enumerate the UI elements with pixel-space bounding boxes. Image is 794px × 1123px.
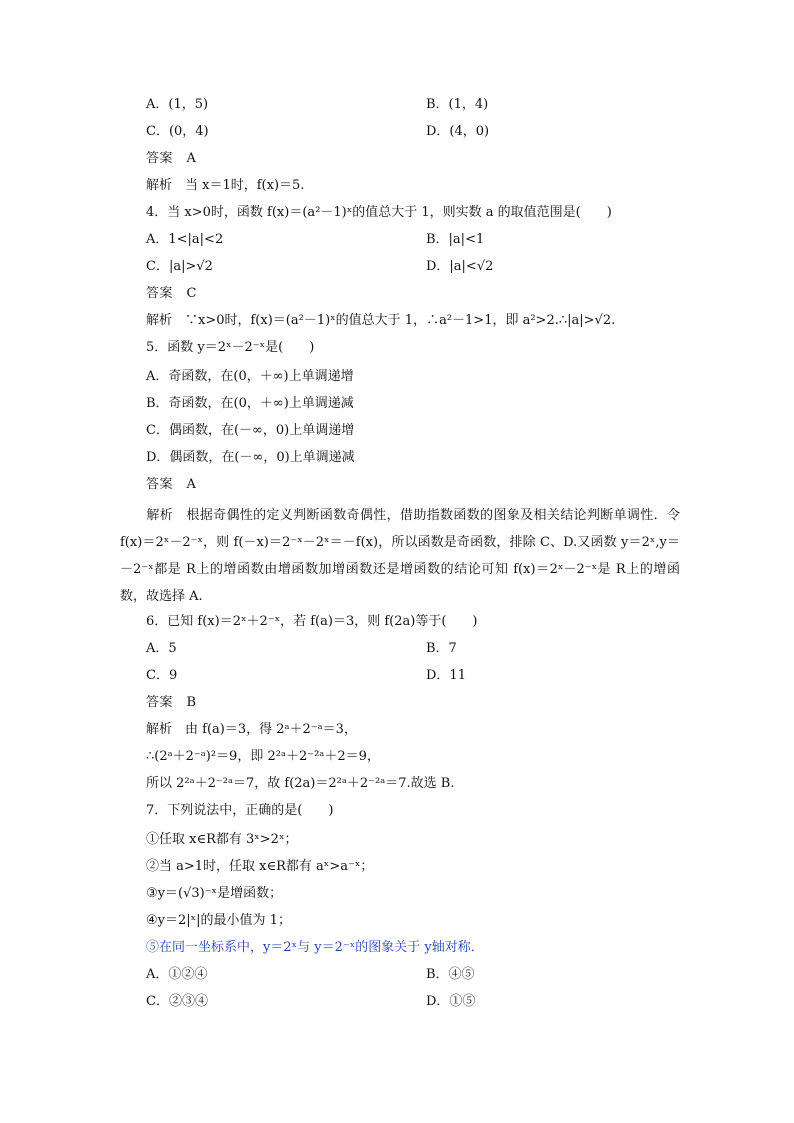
- q7-statement-5: ⑤在同一坐标系中，y＝2ˣ与 y＝2⁻ˣ的图象关于 y轴对称．: [146, 940, 484, 955]
- q3-analysis: 解析 当 x＝1时，f(x)＝5.: [146, 178, 305, 193]
- q5-question: 5．函数 y＝2ˣ－2⁻ˣ是( ): [146, 340, 315, 355]
- q7-statement-2: ②当 a>1时，任取 x∈R都有 aˣ>a⁻ˣ；: [146, 859, 374, 874]
- q7-question: 7．下列说法中，正确的是( ): [146, 803, 334, 818]
- q6-analysis-line-2: ∴(2ᵃ＋2⁻ᵃ)²＝9，即 2²ᵃ＋2⁻²ᵃ＋2＝9，: [146, 749, 380, 764]
- q3-answer: 答案 A: [146, 151, 197, 166]
- q5-analysis: [120, 502, 680, 610]
- q3-option-d: D．(4，0): [426, 124, 490, 139]
- q6-option-a: A．5: [146, 641, 177, 656]
- q3-option-b: B．(1，4): [426, 97, 489, 112]
- q6-analysis-line-1: 解析 由 f(a)＝3，得 2ᵃ＋2⁻ᵃ＝3，: [146, 722, 357, 737]
- q7-option-a: A．①②④: [146, 967, 208, 982]
- q5-analysis-text: 解析 根据奇偶性的定义判断函数奇偶性，借助指数函数的图象及相关结论判断单调性．令 f(x)＝2ˣ－2⁻ˣ，则 f(－x)＝2⁻ˣ－2ˣ＝－f(x)，所以函数是奇函数，排除 C、D.又函数 y＝2ˣ,y＝－2⁻ˣ都是 R上的增函数由增函数加增函数还是增函数的结论可知 f(x)＝2ˣ－2⁻ˣ是 R上的增函数，故选择 A.: [120, 508, 680, 604]
- q5-option-d: D．偶函数，在(－∞，0)上单调递减: [146, 450, 355, 465]
- q7-option-d: D．①⑤: [426, 994, 476, 1009]
- q6-answer: 答案 B: [146, 695, 197, 710]
- q6-analysis-line-3: 所以 2²ᵃ＋2⁻²ᵃ＝7，故 f(2a)＝2²ᵃ＋2⁻²ᵃ＝7.故选 B.: [146, 776, 455, 791]
- q4-option-b: B．|a|<1: [426, 232, 485, 247]
- q3-option-c: C．(0，4): [146, 124, 209, 139]
- q5-option-b: B．奇函数，在(0，＋∞)上单调递减: [146, 396, 354, 411]
- q6-option-d: D．11: [426, 668, 466, 683]
- q5-option-c: C．偶函数，在(－∞，0)上单调递增: [146, 423, 355, 438]
- q6-question: 6．已知 f(x)＝2ˣ＋2⁻ˣ，若 f(a)＝3，则 f(2a)等于( ): [146, 614, 478, 629]
- q7-option-b: B．④⑤: [426, 967, 475, 982]
- q7-statement-3: ③y＝(√3)⁻ˣ是增函数；: [146, 886, 283, 901]
- q5-answer: 答案 A: [146, 477, 197, 492]
- q6-option-b: B．7: [426, 641, 457, 656]
- q4-option-c: C．|a|>√2: [146, 259, 213, 274]
- q4-option-a: A．1<|a|<2: [146, 232, 224, 247]
- q7-option-c: C．②③④: [146, 994, 208, 1009]
- q7-statement-1: ①任取 x∈R都有 3ˣ>2ˣ；: [146, 832, 298, 847]
- q4-analysis: 解析 ∵x>0时，f(x)＝(a²－1)ˣ的值总大于 1，∴a²－1>1，即 a²>2.∴|a|>√2.: [146, 313, 616, 328]
- q6-option-c: C．9: [146, 668, 178, 683]
- q4-option-d: D．|a|<√2: [426, 259, 494, 274]
- q7-statement-4: ④y＝2|ˣ|的最小值为 1；: [146, 913, 291, 928]
- q5-option-a: A．奇函数，在(0，＋∞)上单调递增: [146, 369, 354, 384]
- q3-option-a: A．(1，5): [146, 97, 209, 112]
- q4-question: 4．当 x>0时，函数 f(x)＝(a²－1)ˣ的值总大于 1，则实数 a 的取值范围是( ): [146, 205, 612, 220]
- q4-answer: 答案 C: [146, 286, 197, 301]
